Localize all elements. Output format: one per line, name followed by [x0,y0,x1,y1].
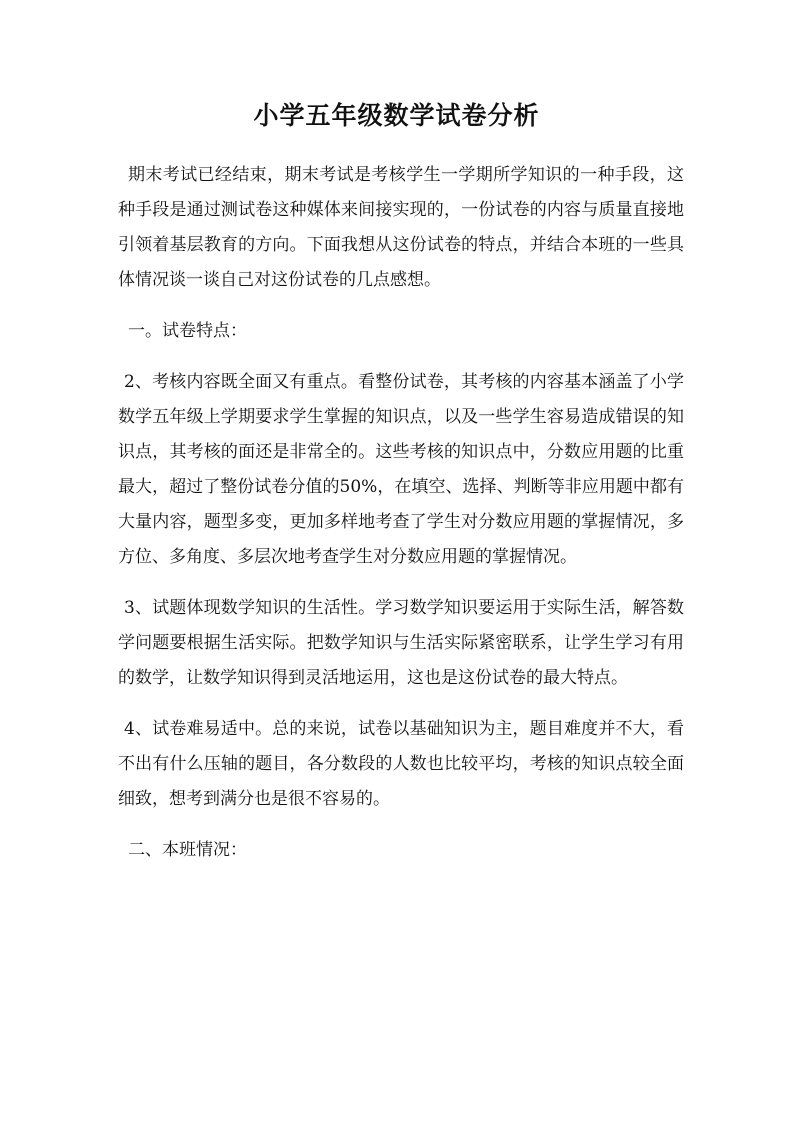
paragraph-item-4: 4、试卷难易适中。总的来说，试卷以基础知识为主，题目难度并不大，看不出有什么压轴的题目，各分数段的人数也比较平均，考核的知识点较全面细致，想考到满分也是很不容易的。 [118,719,684,809]
paragraph-item-2: 2、考核内容既全面又有重点。看整份试卷，其考核的内容基本涵盖了小学数学五年级上学期要求学生掌握的知识点，以及一些学生容易造成错误的知识点，其考核的面还是非常全的。这些考核的知识点中，分数应用题的比重最大，超过了整份试卷分值的50%，在填空、选择、判断等非应用题中都有大量内容，题型多变，更加多样地考查了学生对分数应用题的掌握情况，多方位、多角度、多层次地考查学生对分数应用题的掌握情况。 [118,372,684,567]
section-heading-paper-features: 一。试卷特点： [128,321,247,341]
intro-paragraph: 期末考试已经结束，期末考试是考核学生一学期所学知识的一种手段，这种手段是通过测试卷这种媒体来间接实现的，一份试卷的内容与质量直接地引领着基层教育的方向。下面我想从这份试卷的特点，并结合本班的一些具体情况谈一谈自己对这份试卷的几点感想。 [118,165,684,290]
document-body [118,158,684,884]
paragraph-item-3: 3、试题体现数学知识的生活性。学习数学知识要运用于实际生活，解答数学问题要根据生活实际。把数学知识与生活实际紧密联系，让学生学习有用的数学，让数学知识得到灵活地运用，这也是这份试卷的最大特点。 [118,598,684,688]
section-heading-class-situation: 二、本班情况： [128,840,247,860]
document-title: 小学五年级数学试卷分析 [253,101,540,130]
